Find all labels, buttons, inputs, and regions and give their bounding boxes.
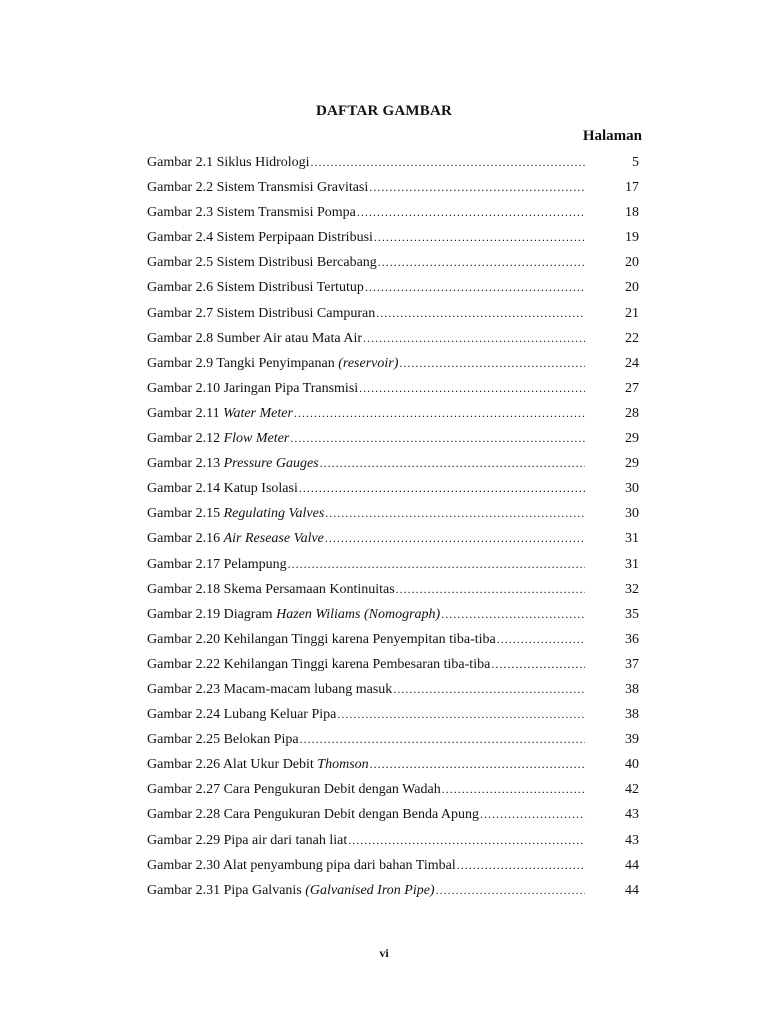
figure-label-italic: Regulating Valves <box>223 506 325 522</box>
figure-label <box>147 175 368 200</box>
figure-entry[interactable] <box>147 225 639 250</box>
figure-entry-text <box>147 602 585 627</box>
dot-leader <box>375 301 585 326</box>
figure-label <box>147 552 287 577</box>
dot-leader <box>324 526 585 551</box>
figure-label <box>147 702 336 727</box>
figure-entry-text <box>147 150 585 175</box>
dot-leader <box>392 677 585 702</box>
figure-page-number: 44 <box>625 882 639 898</box>
figure-label-text: Gambar 2.8 Sumber Air atau Mata Air <box>147 330 363 346</box>
figure-label <box>147 501 324 526</box>
figure-entry[interactable] <box>147 677 639 702</box>
figure-entry[interactable] <box>147 351 639 376</box>
figure-entry[interactable] <box>147 552 639 577</box>
figure-entry-text <box>147 727 585 752</box>
figure-label <box>147 250 377 275</box>
dot-leader <box>289 426 585 451</box>
figure-entry-text <box>147 401 585 426</box>
figure-entry[interactable] <box>147 652 639 677</box>
figure-entry[interactable] <box>147 752 639 777</box>
figure-label <box>147 652 490 677</box>
figure-entry-text <box>147 652 585 677</box>
figure-label-text: Gambar 2.18 Skema Persamaan Kontinuitas <box>147 581 395 597</box>
figure-label-italic: (Galvanised Iron Pipe) <box>305 882 435 898</box>
document-title: DAFTAR GAMBAR <box>315 103 453 119</box>
figure-entry-text <box>147 526 585 551</box>
figure-entry-text <box>147 175 585 200</box>
figure-label-text: Gambar 2.1 Siklus Hidrologi <box>147 155 310 170</box>
figure-page-number: 19 <box>625 230 639 246</box>
figure-entry[interactable] <box>147 301 639 326</box>
dot-leader <box>435 878 585 903</box>
figure-label <box>147 351 398 376</box>
dot-leader <box>310 150 585 175</box>
dot-leader <box>364 275 585 300</box>
figure-entry[interactable] <box>147 200 639 225</box>
figure-entry-text <box>147 677 585 702</box>
figure-label <box>147 727 299 752</box>
figure-label-text: Gambar 2.28 Cara Pengukuran Debit dengan Benda Apung <box>147 807 480 823</box>
figure-label-text: Gambar 2.4 Sistem Perpipaan Distribusi <box>147 230 373 246</box>
figure-label-italic: Pressure Gauges <box>223 456 319 472</box>
figure-label <box>147 853 456 878</box>
figure-entry-text <box>147 225 585 250</box>
figure-page-number: 44 <box>625 857 639 873</box>
figure-page-number: 30 <box>625 481 639 497</box>
figure-page-number: 40 <box>625 757 639 773</box>
figure-page-number: 37 <box>625 656 639 672</box>
figure-label <box>147 526 324 551</box>
figure-page-number: 31 <box>625 556 639 572</box>
figure-label-italic: Air Resease Valve <box>223 531 324 547</box>
figure-label-text: Gambar 2.20 Kehilangan Tinggi karena Penyempitan tiba-tiba <box>147 631 496 647</box>
figure-label <box>147 577 395 602</box>
figure-page-number: 32 <box>625 581 639 597</box>
figure-entry[interactable] <box>147 326 639 351</box>
figure-page-number: 38 <box>625 681 639 697</box>
dot-leader <box>358 376 585 401</box>
figure-entry-text <box>147 577 585 602</box>
figure-entry-text <box>147 200 585 225</box>
dot-leader <box>293 401 585 426</box>
figure-label <box>147 752 369 777</box>
figure-label <box>147 225 373 250</box>
figure-entry-text <box>147 451 585 476</box>
figure-label-text: Gambar 2.10 Jaringan Pipa Transmisi <box>147 380 359 396</box>
figure-label-italic: Flow Meter <box>223 431 290 447</box>
figure-entry[interactable] <box>147 878 639 903</box>
figure-entry[interactable] <box>147 501 639 526</box>
figure-page-number: 18 <box>625 205 639 221</box>
figure-label <box>147 451 319 476</box>
dot-leader <box>299 727 585 752</box>
figure-label-text: Gambar 2.22 Kehilangan Tinggi karena Pembesaran tiba-tiba <box>147 656 491 672</box>
dot-leader <box>490 652 585 677</box>
figure-label-text: Gambar 2.15 <box>147 506 224 522</box>
figure-entry[interactable] <box>147 150 639 175</box>
figure-label <box>147 426 289 451</box>
figure-label <box>147 602 440 627</box>
figure-entry-text <box>147 426 585 451</box>
figure-label <box>147 150 310 175</box>
figure-page-number: 22 <box>625 330 639 346</box>
figure-page-number: 39 <box>625 732 639 748</box>
figure-label <box>147 828 347 853</box>
dot-leader <box>356 200 585 225</box>
page-column-header: Halaman <box>582 128 642 144</box>
figure-label-italic: Water Meter <box>223 405 293 421</box>
figure-label <box>147 401 293 426</box>
figure-page-number: 38 <box>625 707 639 723</box>
dot-leader <box>456 853 585 878</box>
figure-page-number: 42 <box>625 782 639 798</box>
figure-entry[interactable] <box>147 426 639 451</box>
figure-label <box>147 878 435 903</box>
figure-entry[interactable] <box>147 828 639 853</box>
figure-entry-text <box>147 702 585 727</box>
figure-page-number: 36 <box>625 631 639 647</box>
figure-label <box>147 326 362 351</box>
figure-label-text: Gambar 2.6 Sistem Distribusi Tertutup <box>147 280 364 296</box>
figure-entry[interactable] <box>147 577 639 602</box>
dot-leader <box>324 501 585 526</box>
figure-page-number: 20 <box>625 255 639 271</box>
figure-label-text: Gambar 2.3 Sistem Transmisi Pompa <box>147 205 356 221</box>
figure-entry-text <box>147 501 585 526</box>
figure-page-number: 30 <box>625 506 639 522</box>
figure-label-text: Gambar 2.27 Cara Pengukuran Debit dengan Wadah <box>147 782 441 798</box>
figure-entry-text <box>147 476 585 501</box>
dot-leader <box>369 752 585 777</box>
figure-page-number: 31 <box>625 531 639 547</box>
figure-label-text: Gambar 2.12 <box>147 431 224 447</box>
figure-page-number: 17 <box>625 180 639 196</box>
figure-entry[interactable] <box>147 275 639 300</box>
figure-entry[interactable] <box>147 853 639 878</box>
figure-label-italic: Hazen Wiliams (Nomograph) <box>276 606 441 622</box>
figure-entry[interactable] <box>147 476 639 501</box>
figure-entry-text <box>147 627 585 652</box>
dot-leader <box>347 828 585 853</box>
dot-leader <box>377 250 585 275</box>
dot-leader <box>298 476 585 501</box>
figure-entry[interactable] <box>147 627 639 652</box>
figure-label <box>147 200 356 225</box>
dot-leader <box>395 577 585 602</box>
figure-entry-text <box>147 752 585 777</box>
figure-entry[interactable] <box>147 602 639 627</box>
figure-label-text: Gambar 2.17 Pelampung <box>147 556 287 572</box>
figure-label-italic: Thomson <box>317 757 369 773</box>
figure-label-text: Gambar 2.7 Sistem Distribusi Campuran <box>147 305 376 321</box>
figure-page-number: 35 <box>625 606 639 622</box>
figure-list <box>147 150 639 903</box>
dot-leader <box>496 627 585 652</box>
figure-page-number: 24 <box>625 355 639 371</box>
dot-leader <box>440 602 585 627</box>
figure-label <box>147 476 298 501</box>
page-number: vi <box>379 946 389 960</box>
figure-page-number: 5 <box>632 155 639 170</box>
figure-entry[interactable] <box>147 376 639 401</box>
figure-label <box>147 275 364 300</box>
figure-label <box>147 301 375 326</box>
figure-label <box>147 777 441 802</box>
figure-label-text: Gambar 2.19 Diagram <box>147 606 277 622</box>
figure-label-text: Gambar 2.13 <box>147 456 224 472</box>
figure-entry-text <box>147 878 585 903</box>
figure-label-text: Gambar 2.9 Tangki Penyimpanan <box>147 355 339 371</box>
figure-label-text: Gambar 2.2 Sistem Transmisi Gravitasi <box>147 180 369 196</box>
figure-entry-text <box>147 351 585 376</box>
figure-page-number: 29 <box>625 431 639 447</box>
figure-label-text: Gambar 2.24 Lubang Keluar Pipa <box>147 707 337 723</box>
figure-page-number: 29 <box>625 456 639 472</box>
figure-page-number: 27 <box>625 380 639 396</box>
figure-entry[interactable] <box>147 702 639 727</box>
figure-entry-text <box>147 301 585 326</box>
figure-entry[interactable] <box>147 451 639 476</box>
figure-page-number: 21 <box>625 305 639 321</box>
figure-entry[interactable] <box>147 777 639 802</box>
dot-leader <box>287 552 585 577</box>
figure-page-number: 43 <box>625 832 639 848</box>
figure-label-text: Gambar 2.5 Sistem Distribusi Bercabang <box>147 255 377 271</box>
figure-entry[interactable] <box>147 250 639 275</box>
figure-entry-text <box>147 275 585 300</box>
figure-entry-text <box>147 376 585 401</box>
figure-entry-text <box>147 853 585 878</box>
dot-leader <box>319 451 585 476</box>
dot-leader <box>336 702 585 727</box>
figure-label-text: Gambar 2.16 <box>147 531 224 547</box>
figure-entry[interactable] <box>147 526 639 551</box>
figure-label <box>147 376 358 401</box>
figure-page-number: 28 <box>625 405 639 421</box>
figure-entry-text <box>147 250 585 275</box>
dot-leader <box>479 802 585 827</box>
figure-entry-text <box>147 326 585 351</box>
figure-entry[interactable] <box>147 175 639 200</box>
figure-label-text: Gambar 2.23 Macam-macam lubang masuk <box>147 681 393 697</box>
figure-label-text: Gambar 2.31 Pipa Galvanis <box>147 882 306 898</box>
figure-label-text: Gambar 2.25 Belokan Pipa <box>147 732 299 748</box>
figure-label-italic: (reservoir) <box>338 355 399 371</box>
figure-label-text: Gambar 2.29 Pipa air dari tanah liat <box>147 832 348 848</box>
figure-label-text: Gambar 2.26 Alat Ukur Debit <box>147 757 318 773</box>
figure-entry-text <box>147 828 585 853</box>
figure-entry-text <box>147 802 585 827</box>
figure-label <box>147 677 392 702</box>
figure-entry[interactable] <box>147 802 639 827</box>
figure-entry[interactable] <box>147 727 639 752</box>
figure-label <box>147 802 479 827</box>
dot-leader <box>373 225 585 250</box>
figure-label-text: Gambar 2.30 Alat penyambung pipa dari bahan Timbal <box>147 857 456 873</box>
dot-leader <box>368 175 585 200</box>
figure-page-number: 43 <box>625 807 639 823</box>
figure-entry[interactable] <box>147 401 639 426</box>
figure-page-number: 20 <box>625 280 639 296</box>
dot-leader <box>398 351 585 376</box>
figure-entry-text <box>147 777 585 802</box>
figure-label-text: Gambar 2.11 <box>147 405 224 421</box>
figure-entry-text <box>147 552 585 577</box>
figure-label <box>147 627 496 652</box>
dot-leader <box>362 326 585 351</box>
figure-label-text: Gambar 2.14 Katup Isolasi <box>147 481 298 497</box>
dot-leader <box>441 777 585 802</box>
